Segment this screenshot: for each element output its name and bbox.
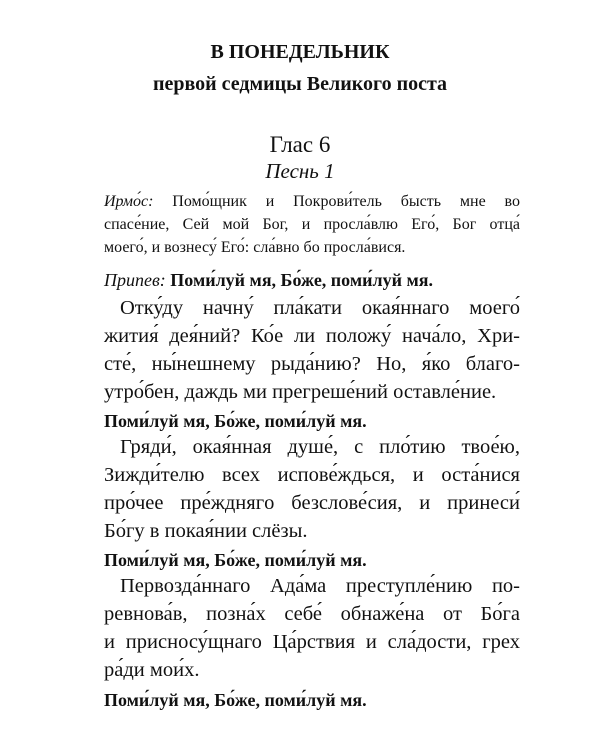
troparion-2 [104, 433, 520, 545]
verse-line: ра́ди мои́х. [104, 659, 200, 681]
refrain-text: Поми́луй мя, Бо́же, поми́луй мя. [170, 270, 433, 290]
irmos-line: моего́, и вознесу́ Его́: сла́вно бо просла́вися. [104, 239, 406, 256]
verse-line: Отку́ду начну́ пла́кати окая́ннаго моего́ [120, 297, 520, 319]
verse-line: Зижди́телю всех испове́ждься, и оста́нися [104, 464, 520, 486]
irmos-line [104, 190, 520, 213]
ode-heading: Песнь 1 [265, 159, 335, 183]
verse-line: и присносу́щнаго Ца́рствия и сла́дости, грех [104, 631, 520, 653]
tone-heading: Глас 6 [269, 132, 331, 157]
verse-line: Гряди́, окая́нная душе́, с пло́тию твое́ю, [120, 436, 520, 458]
irmos-line: спасе́ние, Сей мой Бог, и просла́влю Его́, Бог отца́ [104, 216, 520, 233]
verse-line: ревнова́в, позна́х себе́ обнаже́на от Бо́га [104, 603, 520, 625]
page-title: В ПОНЕДЕЛЬНИК [210, 41, 390, 63]
verse-line: Бо́гу в покая́нии слёзы. [104, 520, 308, 542]
verse-line: сте́, ны́нешнему рыда́нию? Но, я́ко благо- [104, 353, 520, 375]
refrain: Поми́луй мя, Бо́же, поми́луй мя. [104, 550, 367, 570]
irmos-label: Ирмо́с: [104, 193, 154, 210]
verse-line: про́чее пре́жднягo безслове́сия, и принеси́ [104, 492, 520, 514]
troparion-3 [104, 572, 520, 684]
refrain-label: Припев: [104, 270, 166, 290]
verse-line: утро́бен, даждь ми прегреше́ний оставле́ние. [104, 381, 497, 403]
verse-line: Первозда́ннаго Ада́ма преступле́нию по- [120, 575, 520, 597]
irmos-text: Помо́щник и Покрови́тель бысть мне во [172, 193, 521, 210]
refrain: Поми́луй мя, Бо́же, поми́луй мя. [104, 690, 367, 710]
page-subtitle: первой седмицы Великого поста [152, 73, 448, 95]
refrain-intro [104, 268, 520, 292]
verse-line: жития́ дея́ний? Ко́е ли положу́ нача́ло, Хри- [104, 325, 520, 347]
irmos-paragraph [104, 190, 520, 259]
refrain: Поми́луй мя, Бо́же, поми́луй мя. [104, 411, 367, 431]
troparion-1 [104, 294, 520, 406]
